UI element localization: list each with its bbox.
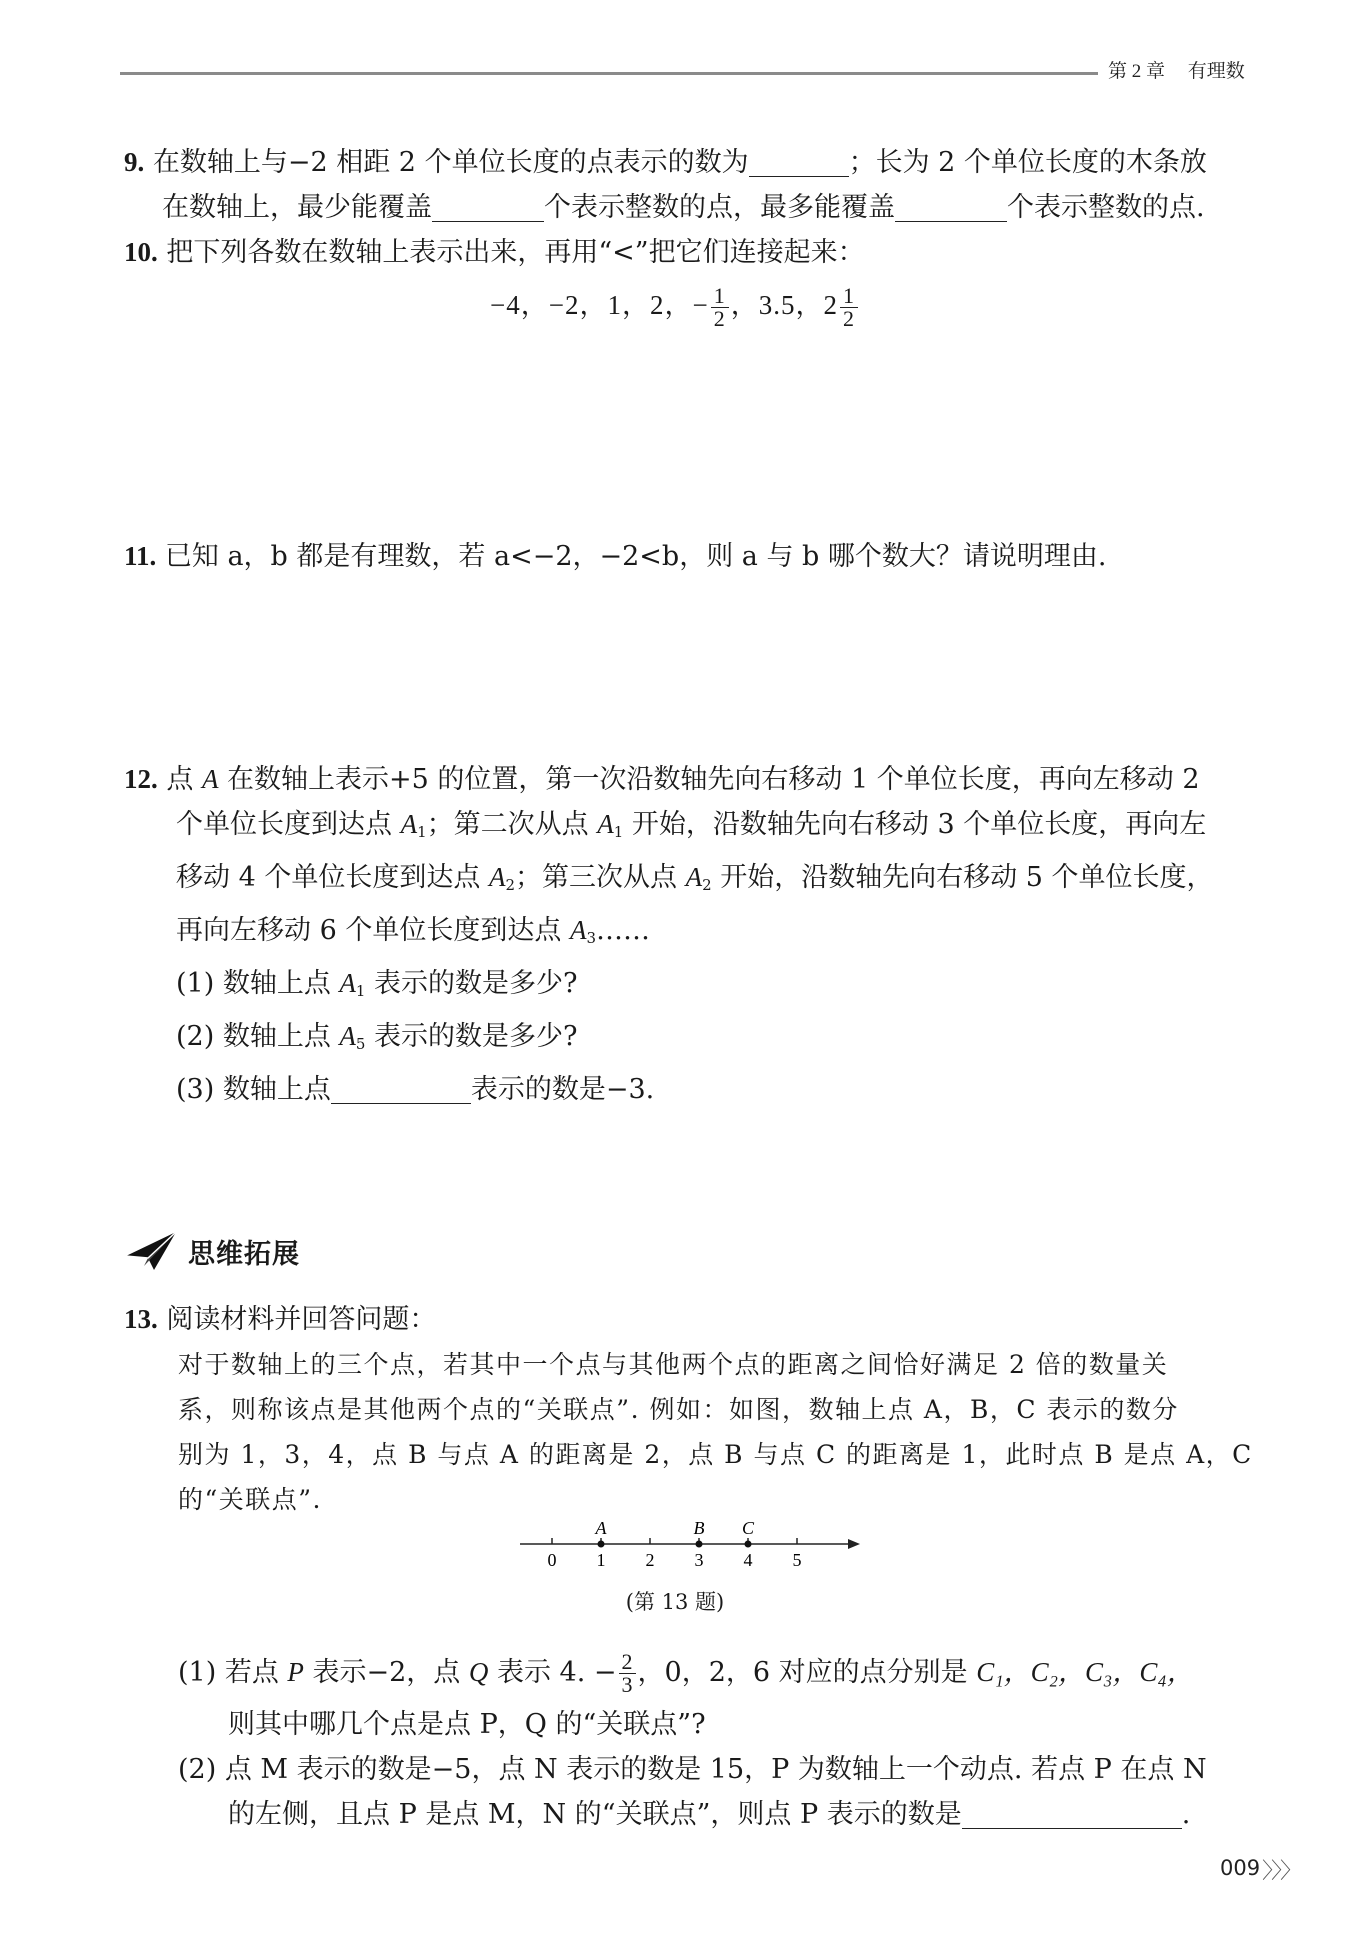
- number-list: −4，−2，1，2，− $\frac{1}{2}$ ，3.5，2 $\frac{1}{2}$: [0, 283, 1350, 330]
- running-header: [1108, 56, 1245, 83]
- fraction: $\frac{1}{2}$: [711, 285, 729, 330]
- answer-blank[interactable]: [432, 191, 544, 222]
- question-10: 10. 把下列各数在数轴上表示出来，再用“<”把它们连接起来：: [124, 230, 865, 275]
- page-number: 009: [1220, 1856, 1261, 1880]
- reading-material: 对于数轴上的三个点，若其中一个点与其他两个点的距离之间恰好满足 2 倍的数量关 系，则称该点是其他两个点的“关联点”. 例如：如图，数轴上点 A，B，C 表示的数分 别为 1，3，4，点 B 与点 A 的距离是 2，点 B 与点 C 的距离是 1，此时点 B 是点 A，C 的“关联点”.: [178, 1350, 1253, 1514]
- chapter-label: 第 2 章: [1108, 61, 1166, 82]
- question-9: 9. 在数轴上与−2 相距 2 个单位长度的点表示的数为 ；长为 2 个单位长度的木条放 在数轴上，最少能覆盖 个表示整数的点，最多能覆盖 个表示整数的点.: [124, 140, 1207, 230]
- question-number: 10.: [124, 237, 158, 267]
- point-label: C: [741, 1518, 755, 1538]
- point-marker: [745, 1541, 752, 1548]
- sub-question-2: (2) 点 M 表示的数是−5，点 N 表示的数是 15，P 为数轴上一个动点. 若点 P 在点 N: [178, 1754, 1207, 1785]
- question-number: 11.: [124, 541, 157, 571]
- figure-caption: (第 13 题): [625, 1590, 725, 1614]
- question-13: 13. 阅读材料并回答问题：: [124, 1297, 436, 1342]
- tick-label: 2: [645, 1550, 655, 1570]
- answer-blank[interactable]: [331, 1073, 471, 1104]
- question-number: 12.: [124, 764, 158, 794]
- section-title: 思维拓展: [188, 1238, 300, 1270]
- fraction: $\frac{2}{3}$: [619, 1651, 636, 1696]
- answer-blank[interactable]: [749, 146, 849, 177]
- tick-label: 1: [596, 1550, 606, 1570]
- question-number: 13.: [124, 1304, 158, 1334]
- sub-question-1: (1) 若点 P 表示−2，点 Q 表示 4. − $\frac{2}{3}$ ，0，2，6 对应的点分别是 C₁，C₂，C₃，C₄，: [178, 1649, 1194, 1697]
- axis-arrow: [848, 1539, 860, 1549]
- chevron-right-icon: 〉〉〉: [1262, 1859, 1301, 1884]
- tick-label: 3: [694, 1550, 704, 1570]
- point-label: B: [693, 1518, 705, 1538]
- point-marker: [598, 1541, 605, 1548]
- section-heading: [124, 1230, 300, 1272]
- paper-plane-icon: [124, 1230, 178, 1272]
- sub-question-1: (1) 数轴上点 $A_1$ 表示的数是多少?: [176, 968, 578, 1000]
- sub-question-2: (2) 数轴上点 $A_5$ 表示的数是多少?: [176, 1021, 578, 1053]
- chapter-title: 有理数: [1187, 61, 1245, 82]
- number-line-figure: [520, 1510, 860, 1574]
- question-11: 11. 已知 a，b 都是有理数，若 a<−2，−2<b，则 a 与 b 哪个数大？请说明理由.: [124, 534, 1107, 579]
- question-number: 9.: [124, 147, 145, 177]
- question-12: 12. 点 A 在数轴上表示+5 的位置，第一次沿数轴先向右移动 1 个单位长度，再向左移动 2 个单位长度到达点 $A_1$；第二次从点 $A_1$ 开始，沿数轴先向右移动 3 个单位长度，再向左 移动 4 个单位长度到达点 $A_2$；第三次从点 $A_2$ 开始，沿数轴先向右移动 5 个单位长度， 再向左移动 6 个单位长度到达点 $A_3\dots\dots$ (1) 数轴上点 $A_1$ 表示的数是多少? (2) 数轴上点 $A_5$ 表示的数是多少? (3) 数轴上点 表示的数是−3.: [124, 757, 1214, 1112]
- tick-label: 5: [792, 1550, 802, 1570]
- header-rule: [120, 72, 1098, 75]
- question-13-parts: (1) 若点 P 表示−2，点 Q 表示 4. − $\frac{2}{3}$ ，0，2，6 对应的点分别是 C₁，C₂，C₃，C₄， 则其中哪几个点是点 P，Q 的“关联点”? (2) 点 M 表示的数是−5，点 N 表示的数是 15，P 为数轴上一个动点. 若点 P 在点 N 的左侧，且点 P 是点 M，N 的“关联点”，则点 P 表示的数是 .: [124, 1650, 1207, 1837]
- fraction: $\frac{1}{2}$: [840, 285, 858, 330]
- answer-blank[interactable]: [895, 191, 1007, 222]
- answer-blank[interactable]: [962, 1798, 1182, 1829]
- point-marker: [696, 1541, 703, 1548]
- tick-label: 0: [547, 1550, 557, 1570]
- point-label: A: [595, 1518, 607, 1538]
- tick-label: 4: [743, 1550, 753, 1570]
- sub-question-3: (3) 数轴上点 表示的数是−3.: [176, 1074, 655, 1105]
